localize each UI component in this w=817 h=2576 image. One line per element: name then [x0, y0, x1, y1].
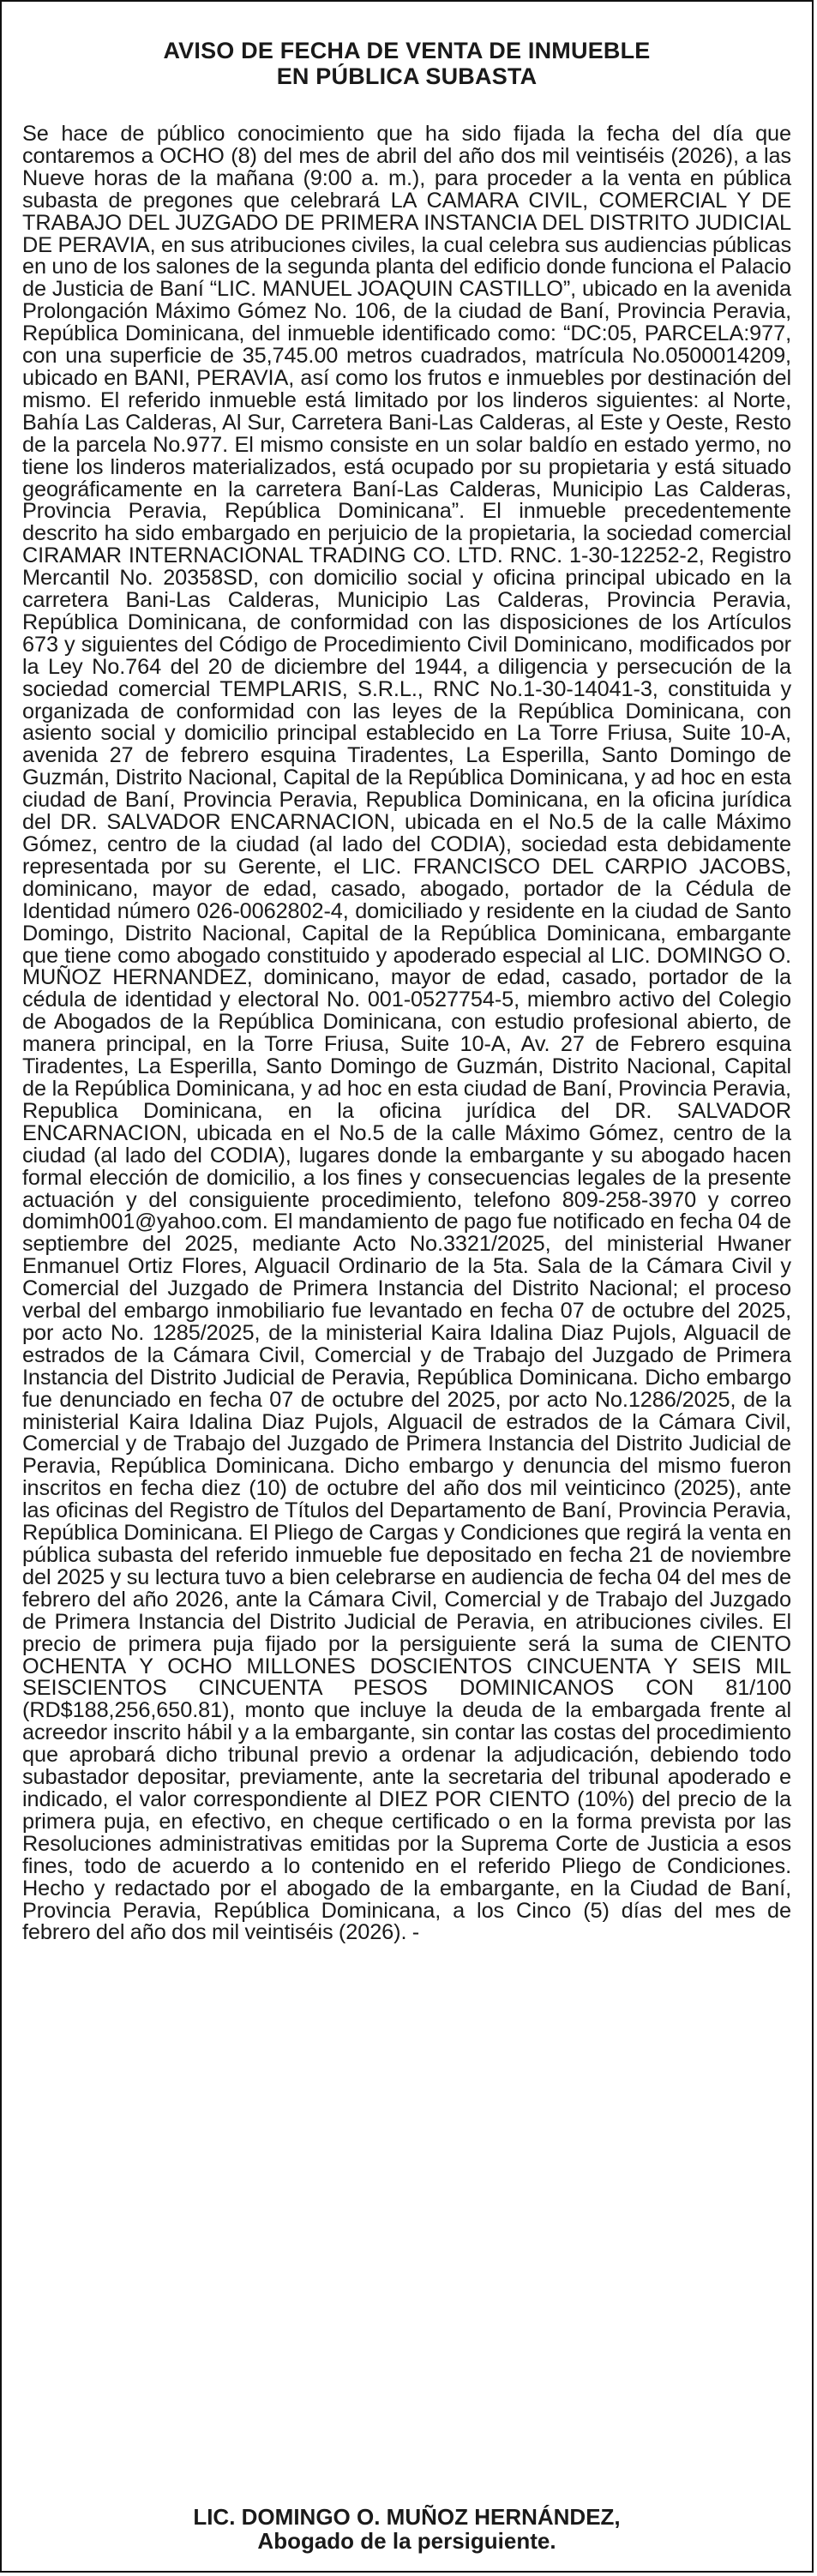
notice-title-line-1: AVISO DE FECHA DE VENTA DE INMUEBLE — [163, 38, 651, 63]
signature-name: LIC. DOMINGO O. MUÑOZ HERNÁNDEZ, — [193, 2504, 621, 2530]
signature-block — [2, 2505, 812, 2553]
notice-body: Se hace de público conocimiento que ha sido fijada la fecha del día que contaremos a OCHO (8) del mes de abril del año dos mil veintiséis (2026), a las Nueve horas de la mañana (9:00 a. m.), para proceder a la venta en pública subasta de pregones que celebrará LA CAMARA CIVIL, COMERCIAL Y DE TRABAJO DEL JUZGADO DE PRIMERA INSTANCIA DEL DISTRITO JUDICIAL DE PERAVIA, en sus atribuciones civiles, la cual celebra sus audiencias públicas en uno de los salones de la segunda planta del edificio donde funciona el Palacio de Justicia de Baní “LIC. MANUEL JOAQUIN CASTILLO”, ubicado en la avenida Prolongación Máximo Gómez No. 106, de la ciudad de Baní, Provincia Peravia, República Dominicana, del inmueble identificado como: “DC:05, PARCELA:977, con una superficie de 35,745.00 metros cuadrados, matrícula No.0500014209, ubicado en BANI, PERAVIA, así como los frutos e inmuebles por destinación del mismo. El referido inmueble está limitado por los linderos siguientes: al Norte, Bahía Las Calderas, Al Sur, Carretera Bani-Las Calderas, al Este y Oeste, Resto de la parcela No.977. El mismo consiste en un solar baldío en estado yermo, no tiene los linderos materializados, está ocupado por su propietaria y está situado geográficamente en la carretera Baní-Las Calderas, Municipio Las Calderas, Provincia Peravia, República Dominicana”. El inmueble precedentemente descrito ha sido embargado en perjuicio de la propietaria, la sociedad comercial CIRAMAR INTERNACIONAL TRADING CO. LTD. RNC. 1-30-12252-2, Registro Mercantil No. 20358SD, con domicilio social y oficina principal ubicado en la carretera Bani-Las Calderas, Municipio Las Calderas, Provincia Peravia, República Dominicana, de conformidad con las disposiciones de los Artículos 673 y siguientes del Código de Procedimiento Civil Dominicano, modificados por la Ley No.764 del 20 de diciembre del 1944, a diligencia y persecución de la sociedad comercial TEMPLARIS, S.R.L., RNC No.1-30-14041-3, constituida y organizada de conformidad con las leyes de la República Dominicana, con asiento social y domicilio principal establecido en La Torre Friusa, Suite 10-A, avenida 27 de febrero esquina Tiradentes, La Esperilla, Santo Domingo de Guzmán, Distrito Nacional, Capital de la República Dominicana, y ad hoc en esta ciudad de Baní, Provincia Peravia, Republica Dominicana, en la oficina jurídica del DR. SALVADOR ENCARNACION, ubicada en el No.5 de la calle Máximo Gómez, centro de la ciudad (al lado del CODIA), sociedad esta debidamente representada por su Gerente, el LIC. FRANCISCO DEL CARPIO JACOBS, dominicano, mayor de edad, casado, abogado, portador de la Cédula de Identidad número 026-0062802-4, domiciliado y residente en la ciudad de Santo Domingo, Distrito Nacional, Capital de la República Dominicana, embargante que tiene como abogado constituido y apoderado especial al LIC. DOMINGO O. MUÑOZ HERNANDEZ, dominicano, mayor de edad, casado, portador de la cédula de identidad y electoral No. 001-0527754-5, miembro activo del Colegio de Abogados de la República Dominicana, con estudio profesional abierto, de manera principal, en la Torre Friusa, Suite 10-A, Av. 27 de Febrero esquina Tiradentes, La Esperilla, Santo Domingo de Guzmán, Distrito Nacional, Capital de la República Dominicana, y ad hoc en esta ciudad de Baní, Provincia Peravia, Republica Dominicana, en la oficina jurídica del DR. SALVADOR ENCARNACION, ubicada en el No.5 de la calle Máximo Gómez, centro de la ciudad (al lado del CODIA), lugares donde la embargante y su abogado hacen formal elección de domicilio, a los fines y consecuencias legales de la presente actuación y del consiguiente procedimiento, telefono 809-258-3970 y correo domimh001@yahoo.com. El mandamiento de pago fue notificado en fecha 04 de septiembre del 2025, mediante Acto No.3321/2025, del ministerial Hwaner Enmanuel Ortiz Flores, Alguacil Ordinario de la 5ta. Sala de la Cámara Civil y Comercial del Juzgado de Primera Instancia del Distrito Nacional; el proceso verbal del embargo inmobiliario fue levantado en fecha 07 de octubre del 2025, por acto No. 1285/2025, de la ministerial Kaira Idalina Diaz Pujols, Alguacil de estrados de la Cámara Civil, Comercial y de Trabajo del Juzgado de Primera Instancia del Distrito Judicial de Peravia, República Dominicana. Dicho embargo fue denunciado en fecha 07 de octubre del 2025, por acto No.1286/2025, de la ministerial Kaira Idalina Diaz Pujols, Alguacil de estrados de la Cámara Civil, Comercial y de Trabajo del Juzgado de Primera Instancia del Distrito Judicial de Peravia, República Dominicana. Dicho embargo y denuncia del mismo fueron inscritos en fecha diez (10) de octubre del año dos mil veinticinco (2025), ante las oficinas del Registro de Títulos del Departamento de Baní, Provincia Peravia, República Dominicana. El Pliego de Cargas y Condiciones que regirá la venta en pública subasta del referido inmueble fue depositado en fecha 21 de noviembre del 2025 y su lectura tuvo a bien celebrarse en audiencia de fecha 04 del mes de febrero del año 2026, ante la Cámara Civil, Comercial y de Trabajo del Juzgado de Primera Instancia del Distrito Judicial de Peravia, en atribuciones civiles. El precio de primera puja fijado por la persiguiente será la suma de CIENTO OCHENTA Y OCHO MILLONES DOSCIENTOS CINCUENTA Y SEIS MIL SEISCIENTOS CINCUENTA PESOS DOMINICANOS CON 81/100 (RD$188,256,650.81), monto que incluye la deuda de la embargada frente al acreedor inscrito hábil y a la embargante, sin contar las costas del procedimiento que aprobará dicho tribunal previo a ordenar la adjudicación, debiendo todo subastador depositar, previamente, ante la secretaria del tribunal apoderado e indicado, el valor correspondiente al DIEZ POR CIENTO (10%) del precio de la primera puja, en efectivo, en cheque certificado o en la forma prevista por las Resoluciones administrativas emitidas por la Suprema Corte de Justicia a esos fines, todo de acuerdo a lo contenido en el referido Pliego de Condiciones. Hecho y redactado por el abogado de la embargante, en la Ciudad de Baní, Provincia Peravia, República Dominicana, a los Cinco (5) días del mes de febrero del año dos mil veintiséis (2026). - — [22, 122, 791, 1945]
notice-title-line-2: EN PÚBLICA SUBASTA — [276, 63, 538, 89]
signature-role: Abogado de la persiguiente. — [257, 2528, 556, 2554]
notice-title — [2, 38, 812, 89]
